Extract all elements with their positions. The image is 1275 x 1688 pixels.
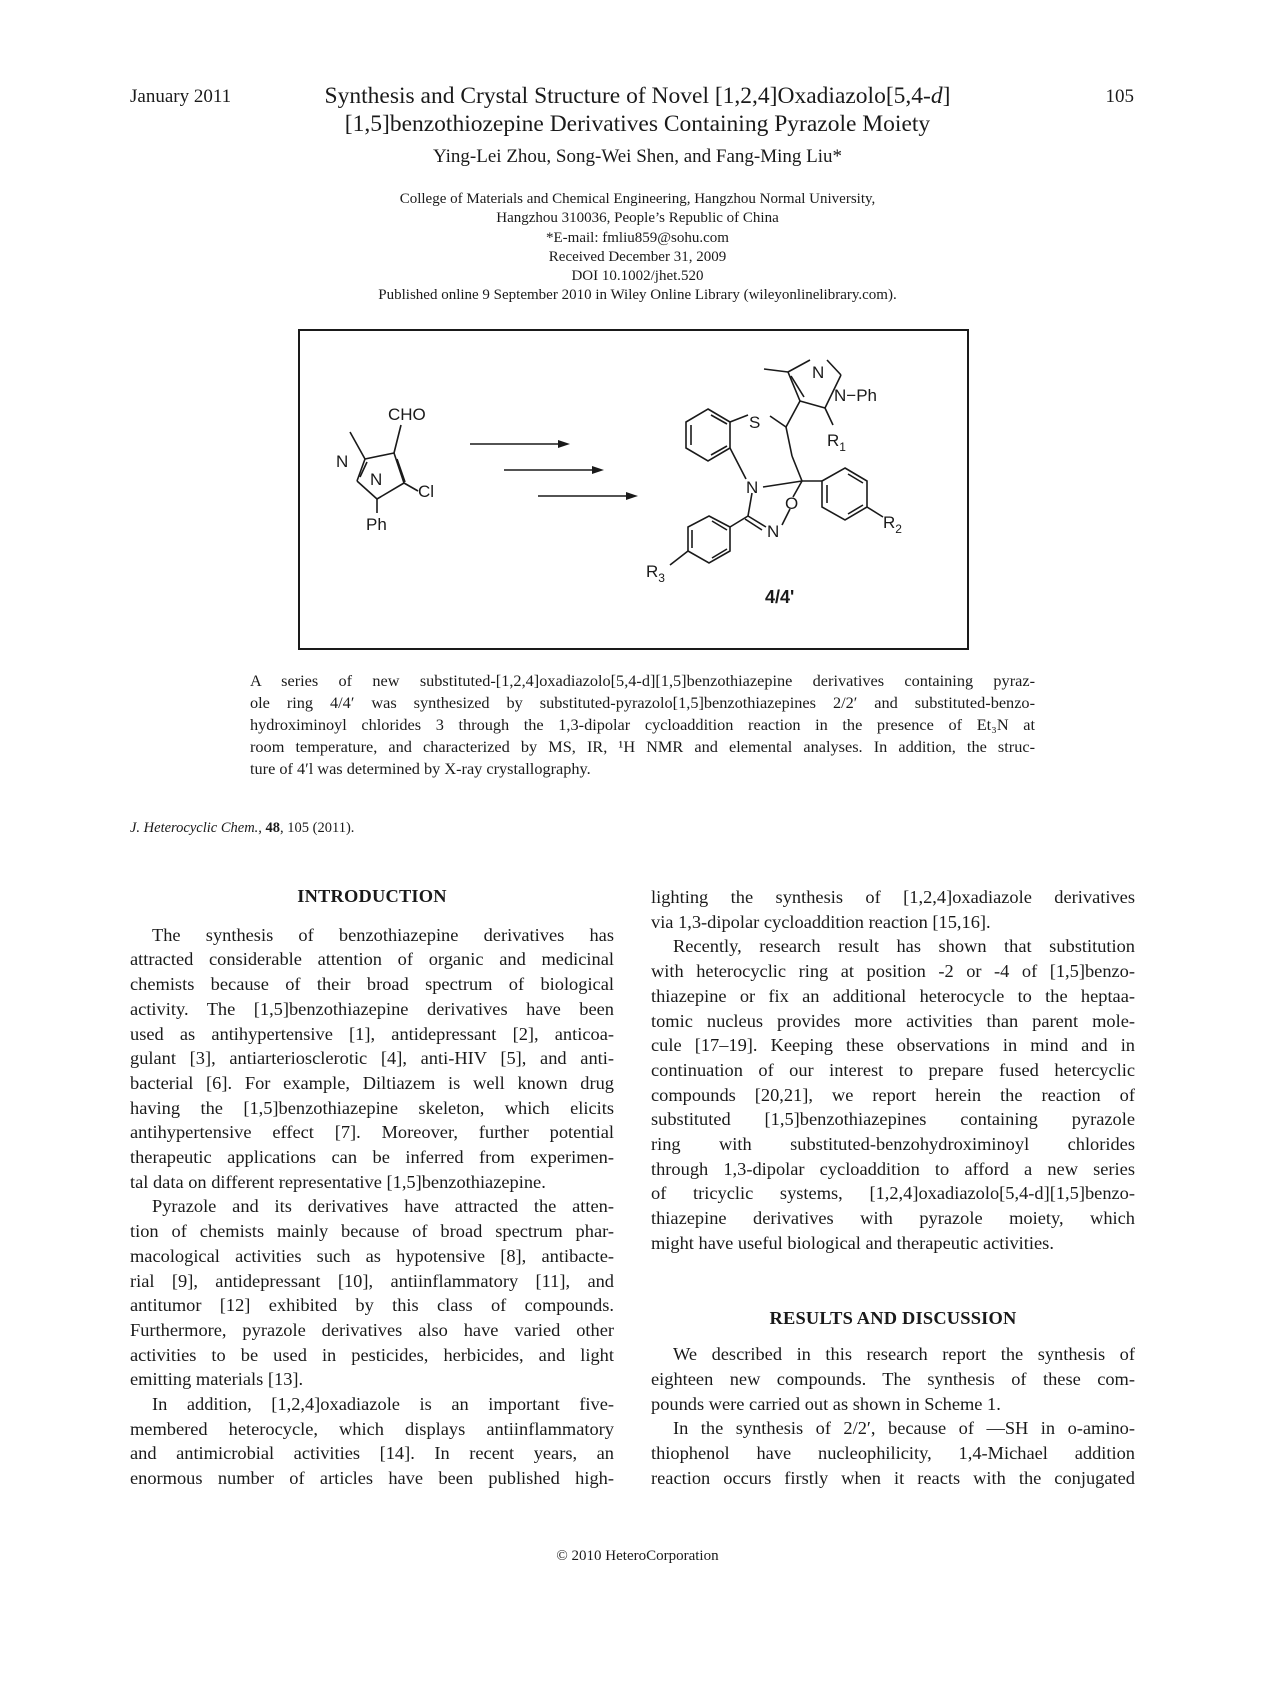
journal-name: J. Heterocyclic Chem., <box>130 820 262 836</box>
text-line: thiazepine or fix an additional heterocycle to the heptaa- <box>651 985 1135 1006</box>
text-line: lighting the synthesis of [1,2,4]oxadiazole derivatives <box>651 887 1135 907</box>
text-line: thiophenol have nucleophilicity, 1,4-Michael addition <box>651 1443 1135 1464</box>
text-line: and antimicrobial activities [14]. In recent years, an <box>130 1443 614 1464</box>
text-line: pounds were carried out as shown in Scheme 1. <box>651 1393 1001 1414</box>
abstract-line: A series of new substituted-[1,2,4]oxadiazolo[5,4-d][1,5]benzothiazepine derivatives containing pyraz- <box>250 671 1035 690</box>
pyrazole-n-ph-label: N−Ph <box>834 386 877 405</box>
published-online: Published online 9 September 2010 in Wiley Online Library (wileyonlinelibrary.com). <box>378 287 897 304</box>
text-line: cule [17–19]. Keeping these observations in mind and in <box>651 1035 1135 1056</box>
paragraph <box>651 1416 1135 1490</box>
text-line: Furthermore, pyrazole derivatives also have varied other <box>130 1319 614 1340</box>
abstract-line: ole ring 4/4′ was synthesized by substituted-pyrazolo[1,5]benzothiazepines 2/2′ and substituted-benzo- <box>250 693 1035 712</box>
text-line: rial [9], antidepressant [10], antiinflammatory [11], and <box>130 1270 614 1291</box>
running-header-date: January 2011 <box>130 86 232 107</box>
article-title <box>250 82 1025 138</box>
abstract-line: room temperature, and characterized by MS, IR, ¹H NMR and elemental analyses. In addition, the struc- <box>250 737 1035 756</box>
r2-label: $R_2$ <box>883 513 902 536</box>
paragraph <box>130 1392 614 1491</box>
abstract-line: hydroximinoyl chlorides 3 through the 1,3-dipolar cycloaddition reaction in the presence of Et₃N at <box>250 715 1035 734</box>
reaction-scheme-drawing <box>300 331 967 648</box>
text-line: tomic nucleus provides more activities than parent mole- <box>651 1010 1135 1031</box>
abstract-line: ture of 4′l was determined by X-ray crystallography. <box>250 759 591 778</box>
citation-pages-year: , 105 (2011). <box>280 820 355 836</box>
ring-n-label: N <box>746 478 759 497</box>
affiliation-block <box>250 190 1025 306</box>
paragraph <box>130 923 614 1195</box>
reactant-n2-label: N <box>370 470 383 489</box>
doi: DOI 10.1002/jhet.520 <box>571 268 704 285</box>
text-line: activities to be used in pesticides, herbicides, and light <box>130 1344 614 1365</box>
text-line: antitumor [12] exhibited by this class of compounds. <box>130 1295 614 1316</box>
paragraph <box>651 1342 1135 1416</box>
text-line: tal data on different representative [1,5]benzothiazepine. <box>130 1171 546 1192</box>
text-line: activity. The [1,5]benzothiazepine derivatives have been <box>130 998 614 1019</box>
oxadiazole-o-label: O <box>785 494 799 513</box>
received-date: Received December 31, 2009 <box>548 248 727 265</box>
author-list: Ying-Lei Zhou, Song-Wei Shen, and Fang-Ming Liu* <box>432 146 843 167</box>
title-bracket: ] <box>942 83 951 109</box>
paragraph <box>651 934 1135 1255</box>
paragraph <box>130 1194 614 1392</box>
text-line: We described in this research report the synthesis of <box>673 1344 1135 1365</box>
text-line: thiazepine derivatives with pyrazole moiety, which <box>651 1208 1135 1229</box>
text-line: used as antihypertensive [1], antidepressant [2], anticoa- <box>130 1023 614 1044</box>
text-line: attracted considerable attention of organic and medicinal <box>130 949 614 970</box>
journal-volume: 48 <box>265 820 281 836</box>
oxadiazole-n-label: N <box>767 522 780 541</box>
thioether-s-label: S <box>749 413 761 432</box>
section-heading-introduction: INTRODUCTION <box>297 886 447 906</box>
text-line: enormous number of articles have been published high- <box>130 1468 614 1489</box>
right-column <box>651 885 1135 1490</box>
text-line: compounds [20,21], we report herein the reaction of <box>651 1084 1135 1105</box>
text-line: membered heterocycle, which displays antiinflammatory <box>130 1418 614 1439</box>
text-line: chemists because of their broad spectrum of biological <box>130 974 614 995</box>
text-line: might have useful biological and therapeutic activities. <box>651 1232 1054 1253</box>
text-line: having the [1,5]benzothiazepine skeleton, which elicits <box>130 1097 614 1118</box>
text-line: macological activities such as hypotensive [8], antibacte- <box>130 1245 614 1266</box>
text-line: antihypertensive effect [7]. Moreover, further potential <box>130 1122 614 1143</box>
pyrazole-n-label: N <box>812 363 825 382</box>
paragraph <box>651 885 1135 934</box>
title-line-1: Synthesis and Crystal Structure of Novel [1,2,4]Oxadiazolo[5,4- <box>324 83 931 109</box>
journal-citation <box>130 820 354 837</box>
reactant-cho-label: CHO <box>388 405 426 424</box>
compound-number-label: 4/4' <box>765 587 795 607</box>
copyright-footer: © 2010 HeteroCorporation <box>556 1548 719 1564</box>
affiliation-line: Hangzhou 310036, People’s Republic of China <box>496 210 779 227</box>
text-line: through 1,3-dipolar cycloaddition to afford a new series <box>651 1158 1135 1179</box>
reactant-n-label: N <box>336 452 349 471</box>
text-line: substituted [1,5]benzothiazepines containing pyrazole <box>651 1109 1135 1130</box>
text-line: Pyrazole and its derivatives have attracted the atten- <box>152 1196 614 1217</box>
graphical-abstract-scheme <box>298 329 969 650</box>
title-line-2: [1,5]benzothiozepine Derivatives Containing Pyrazole Moiety <box>344 111 931 137</box>
text-line: The synthesis of benzothiazepine derivatives has <box>152 924 614 945</box>
text-line: gulant [3], antiarteriosclerotic [4], anti-HIV [5], and anti- <box>130 1048 614 1069</box>
email-line: *E-mail: fmliu859@sohu.com <box>546 229 729 246</box>
text-line: therapeutic applications can be inferred from experimen- <box>130 1147 614 1168</box>
text-line: with heterocyclic ring at position -2 or -4 of [1,5]benzo- <box>651 961 1135 982</box>
text-line: emitting materials [13]. <box>130 1369 304 1390</box>
title-italic-d: d <box>930 83 943 109</box>
text-line: reaction occurs firstly when it reacts with the conjugated <box>651 1467 1135 1488</box>
text-line: Recently, research result has shown that substitution <box>673 936 1135 957</box>
text-line: In the synthesis of 2/2′, because of —SH in o-amino- <box>673 1418 1135 1439</box>
text-line: bacterial [6]. For example, Diltiazem is well known drug <box>130 1072 614 1093</box>
text-line: via 1,3-dipolar cycloaddition reaction [15,16]. <box>651 911 991 932</box>
text-line: tion of chemists mainly because of broad spectrum phar- <box>130 1221 614 1242</box>
text-line: ring with substituted-benzohydroximinoyl chlorides <box>651 1134 1135 1155</box>
section-heading-results-and-discussion: RESULTS AND DISCUSSION <box>769 1307 1017 1328</box>
text-line: eighteen new compounds. The synthesis of these com- <box>651 1368 1135 1389</box>
abstract <box>250 670 1035 780</box>
text-line: In addition, [1,2,4]oxadiazole is an important five- <box>152 1394 614 1415</box>
reactant-ph-label: Ph <box>366 515 387 534</box>
text-line: of tricyclic systems, [1,2,4]oxadiazolo[5,4-d][1,5]benzo- <box>651 1183 1135 1204</box>
r1-label: $R_1$ <box>827 431 846 454</box>
text-line: continuation of our interest to prepare fused hetercyclic <box>651 1059 1135 1080</box>
affiliation-line: College of Materials and Chemical Engineering, Hangzhou Normal University, <box>399 191 876 207</box>
page-number: 105 <box>1105 86 1134 107</box>
r3-label: $R_3$ <box>646 562 665 585</box>
left-column <box>130 884 614 1491</box>
reactant-cl-label: Cl <box>418 482 435 501</box>
